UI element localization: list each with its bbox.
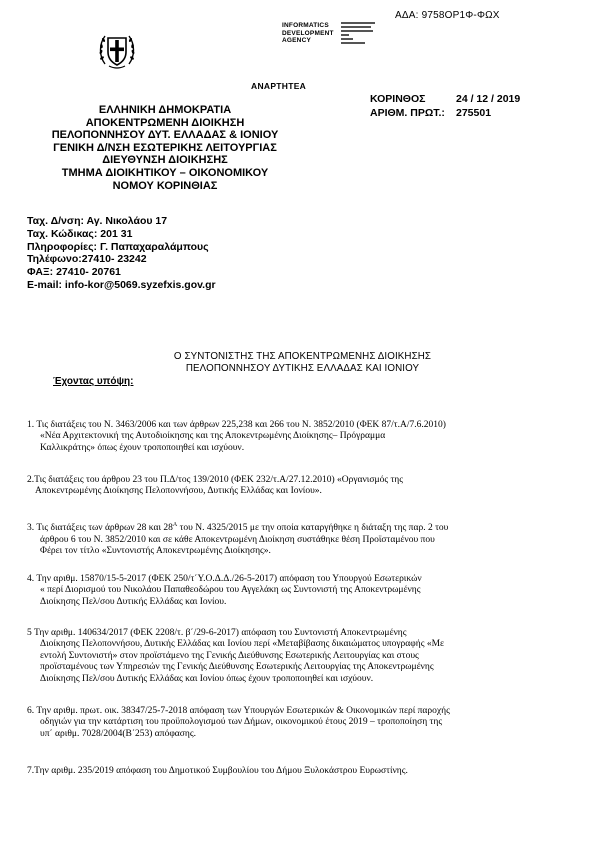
contact-postcode: Ταχ. Κώδικας: 201 31 xyxy=(27,227,133,240)
item-line: εντολή Συντονιστή» στον προϊστάμενο της Γενικής Διεύθυνσης Εσωτερικής Λειτουργίας και στους xyxy=(40,650,419,661)
item-line: Διοίκησης Πελ/σου Δυτικής Ελλάδας και Ιονίου. xyxy=(40,596,227,607)
contact-email: E-mail: info-kor@5069.syzefxis.gov.gr xyxy=(27,278,216,291)
item-line: Διοίκησης Πελοποννήσου, Δυτικής Ελλάδας και Ιονίου περί «Μεταβίβασης δικαιώματος υπογραφής «Με xyxy=(40,639,445,650)
informatics-line-3: AGENCY xyxy=(282,37,312,45)
list-item xyxy=(27,766,572,777)
list-item xyxy=(27,706,572,740)
superscript-alpha: Α xyxy=(172,522,178,528)
list-item xyxy=(27,475,572,498)
informatics-agency-label xyxy=(282,22,334,45)
coordinator-title-line: Ο ΣΥΝΤΟΝΙΣΤΗΣ ΤΗΣ ΑΠΟΚΕΝΤΡΩΜΕΝΗΣ ΔΙΟΙΚΗΣΗΣ xyxy=(173,351,432,362)
authority-line: ΕΛΛΗΝΙΚΗ ΔΗΜΟΚΡΑΤΙΑ xyxy=(98,104,232,116)
item-line: Αποκεντρωμένης Διοίκησης Πελοποννήσου, Δυτικής Ελλάδας και Ιονίου». xyxy=(35,486,322,497)
item-line: 1. Τις διατάξεις του Ν. 3463/2006 και των άρθρων 225,238 και 266 του Ν. 3852/2010 (ΦΕΚ 87/τ.Α/7.6.2010) xyxy=(27,420,446,430)
contact-info-person: Πληροφορίες: Γ. Παπαχαραλάμπους xyxy=(27,240,209,253)
item-line: « περί Διορισμού του Νικολάου Παπαθεοδώρου του Αγγελάκη ως Συντονιστή της Αποκεντρωμένης xyxy=(40,585,421,596)
publication-mark: ΑΝΑΡΤΗΤΕΑ xyxy=(251,81,307,91)
item-line: 4. Την αριθμ. 15870/15-5-2017 (ΦΕΚ 250/τ΄Υ.Ο.Δ.Δ./26-5-2017) απόφαση του Υπουργού Εσωτερικών xyxy=(27,574,422,584)
item-line: «Νέα Αρχιτεκτονική της Αυτοδιοίκησης και της Αποκεντρωμένης Διοίκησης– Πρόγραμμα xyxy=(40,431,386,442)
item-line: άρθρου 6 του Ν. 3852/2010 και σε κάθε Αποκεντρωμένη Διοίκηση συστάθηκε θέση Προϊσταμένου που xyxy=(40,534,435,545)
item-line: υπ΄ αριθμ. 7028/2004(Β΄253) απόφασης. xyxy=(40,728,197,739)
contact-address: Ταχ. Δ/νση: Αγ. Νικολάου 17 xyxy=(27,215,168,227)
place-label: ΚΟΡΙΝΘΟΣ xyxy=(370,93,426,105)
authority-line: ΔΙΕΥΘΥΝΣΗ ΔΙΟΙΚΗΣΗΣ xyxy=(102,154,228,167)
item-line: 7.Την αριθμ. 235/2019 απόφαση του Δημοτικού Συμβουλίου του Δήμου Ξυλοκάστρου Ευρωστίνης. xyxy=(27,766,408,776)
item-line: προϊσταμένους των Υπηρεσιών της Γενικής Διεύθυνσης Εσωτερικής Λειτουργίας της Αποκεντρωμένης xyxy=(40,662,434,673)
coordinator-title xyxy=(135,351,470,374)
item-line: Διοίκησης Πελ/σου Δυτικής Ελλάδας και Ιονίου όπως έχουν τροποποιηθεί και ισχύουν. xyxy=(40,673,374,684)
issuing-authority xyxy=(34,104,296,192)
item-line: 5 Την αριθμ. 140634/2017 (ΦΕΚ 2208/τ. β΄/29-6-2017) απόφαση του Συντονιστή Αποκεντρωμένης xyxy=(27,628,407,638)
authority-line: ΝΟΜΟΥ ΚΟΡΙΝΘΙΑΣ xyxy=(112,179,218,192)
authority-line: ΓΕΝΙΚΗ Δ/ΝΣΗ ΕΣΩΤΕΡΙΚΗΣ ΛΕΙΤΟΥΡΓΙΑΣ xyxy=(53,141,277,154)
contact-phone: Τηλέφωνο:27410- 23242 xyxy=(27,253,147,266)
authority-line: ΠΕΛΟΠΟΝΝΗΣΟΥ ΔΥΤ. ΕΛΛΑΔΑΣ & ΙΟΝΙΟΥ xyxy=(51,129,279,142)
protocol-number: 275501 xyxy=(456,107,492,119)
contact-details xyxy=(27,215,216,292)
authority-line: ΑΠΟΚΕΝΤΡΩΜΕΝΗ ΔΙΟΙΚΗΣΗ xyxy=(85,116,245,129)
protocol-label: ΑΡΙΘΜ. ΠΡΩΤ.: xyxy=(370,107,445,119)
contact-fax: ΦΑΞ: 27410- 20761 xyxy=(27,266,121,279)
item-line: 6. Την αριθμ. πρωτ. οικ. 38347/25-7-2018 απόφαση των Υπουργών Εσωτερικών & Οικονομικών περί παροχής xyxy=(27,706,450,716)
item-line: Καλλικράτης» όπως έχουν τροποποιηθεί και ισχύουν. xyxy=(40,442,245,453)
item-line: οδηγιών για την κατάρτιση του προϋπολογισμού των Δήμων, οικονομικού έτους 2019 – τροποποίηση της xyxy=(40,717,443,728)
list-item xyxy=(27,574,572,608)
coordinator-title-line: ΠΕΛΟΠΟΝΝΗΣΟΥ ΔΥΤΙΚΗΣ ΕΛΛΑΔΑΣ ΚΑΙ ΙΟΝΙΟΥ xyxy=(185,362,420,374)
agency-fine-print xyxy=(341,22,381,44)
informatics-line-1: INFORMATICS xyxy=(282,22,329,29)
item-line: 2.Τις διατάξεις του άρθρου 23 του Π.Δ/τος 139/2010 (ΦΕΚ 232/τ.Α/27.12.2010) «Οργανισμός της xyxy=(27,475,404,485)
having-regard-heading: Έχοντας υπόψη: xyxy=(53,376,134,387)
item-line: 3. Τις διατάξεις των άρθρων 28 και $28^A$ του Ν. 4325/2015 με την οποία καταργήθηκε η διάταξη της παρ. 2 του xyxy=(27,522,449,534)
list-item xyxy=(27,628,572,685)
authority-line: ΤΜΗΜΑ ΔΙΟΙΚΗΤΙΚΟΥ – ΟΙΚΟΝΟΜΙΚΟΥ xyxy=(61,166,269,179)
ada-code: ΑΔΑ: 9758ΟΡ1Φ-ΦΩΧ xyxy=(395,10,500,21)
list-item xyxy=(27,520,572,557)
informatics-line-2: DEVELOPMENT xyxy=(282,29,334,37)
list-item xyxy=(27,420,572,454)
document-date: 24 / 12 / 2019 xyxy=(456,93,521,105)
greek-emblem-icon xyxy=(95,28,139,77)
item-line: Φέρει τον τίτλο «Συντονιστής Αποκεντρωμένης Διοίκησης». xyxy=(40,545,271,556)
place-date-block xyxy=(370,92,521,120)
